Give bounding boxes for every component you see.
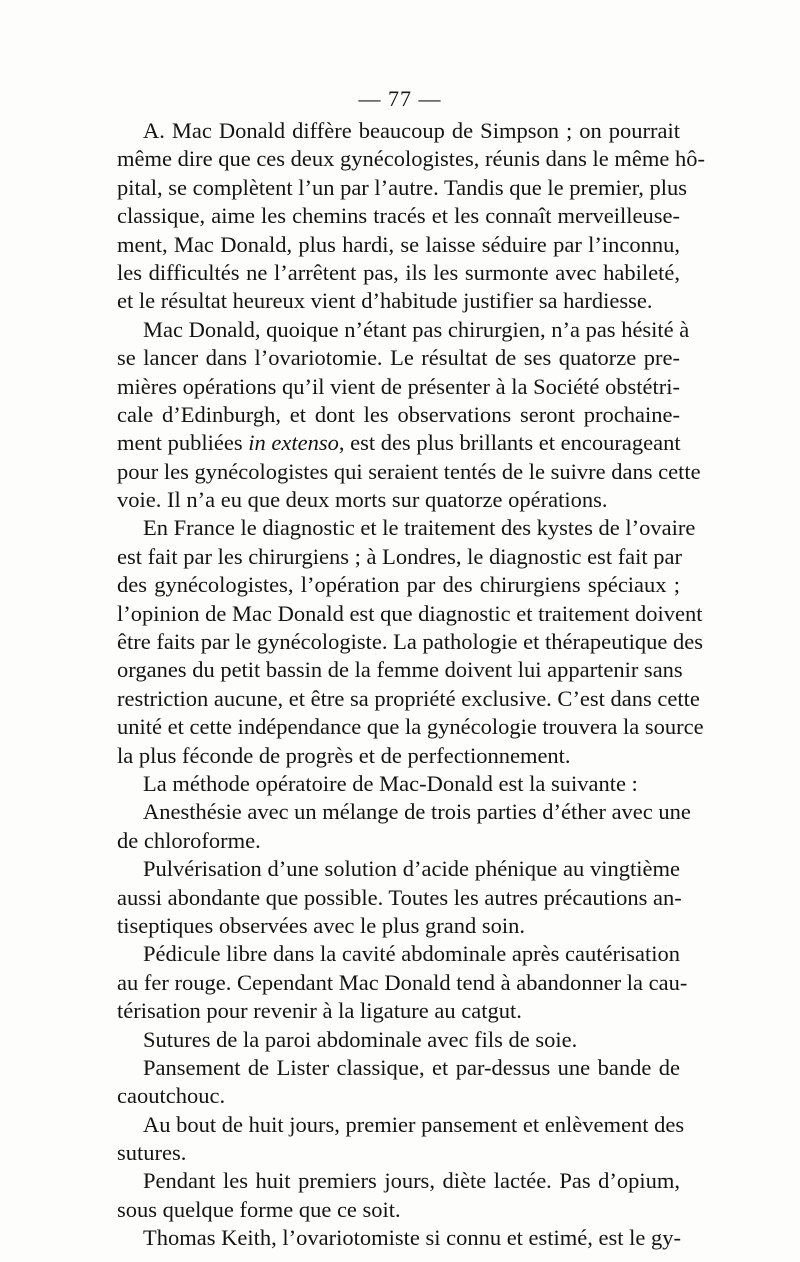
text-line — [117, 742, 680, 770]
text-line — [117, 1139, 680, 1167]
text-line — [117, 543, 683, 571]
text-line-content: est fait par les chirurgiens ; à Londres, le diagnostic est fait par — [117, 543, 683, 569]
text-line — [117, 1026, 680, 1054]
text-line-content: même dire que ces deux gynécologistes, réunis dans le même hô- — [117, 146, 705, 172]
text-line-content: pital, se complètent l’un par l’autre. Tandis que le premier, plus — [117, 174, 688, 200]
text-line — [117, 429, 680, 457]
text-line-content: Pansement de Lister classique, et par-dessus une bande de — [143, 1054, 680, 1080]
text-line — [117, 373, 680, 401]
text-line — [117, 458, 701, 486]
text-line-content: Au bout de huit jours, premier pansement et enlèvement des — [143, 1111, 685, 1137]
text-line-content: et le résultat heureux vient d’habitude justifier sa hardiesse. — [117, 288, 653, 314]
text-line — [117, 202, 680, 230]
text-line — [117, 798, 691, 826]
text-line — [117, 287, 680, 315]
text-line-content: l’opinion de Mac Donald est que diagnostic et traitement doivent — [117, 600, 703, 626]
text-line-content: Mac Donald, quoique n’étant pas chirurgien, n’a pas hésité à — [143, 316, 690, 342]
text-line-content: cale d’Edinburgh, et dont les observations seront prochaine- — [117, 401, 680, 427]
text-line-content: Sutures de la paroi abdominale avec fils de soie. — [143, 1026, 578, 1052]
text-line — [117, 940, 680, 968]
text-line-content: Thomas Keith, l’ovariotomiste si connu et estimé, est le gy- — [143, 1225, 682, 1251]
text-line — [117, 770, 680, 798]
text-line — [117, 231, 680, 259]
text-line-content: Anesthésie avec un mélange de trois parties d’éther avec une — [143, 799, 691, 825]
text-line-content: sous quelque forme que ce soit. — [117, 1196, 401, 1222]
text-line-content: voie. Il n’a eu que deux morts sur quatorze opérations. — [117, 487, 608, 513]
text-line-content: Pendant les huit premiers jours, diète lactée. Pas d’opium, — [143, 1168, 680, 1194]
text-line — [117, 997, 680, 1025]
text-line — [117, 1167, 680, 1195]
text-line-content: être faits par le gynécologiste. La pathologie et thérapeutique des — [117, 629, 704, 655]
text-line — [117, 1054, 680, 1082]
text-line — [117, 571, 680, 599]
text-line-content: la plus féconde de progrès et de perfectionnement. — [117, 742, 571, 768]
text-line — [117, 1082, 680, 1110]
text-line — [117, 656, 683, 684]
text-line-content: pour les gynécologistes qui seraient tentés de le suivre dans cette — [117, 458, 701, 484]
text-line-content: caoutchouc. — [117, 1083, 226, 1109]
text-line-content: A. Mac Donald diffère beaucoup de Simpson ; on pourrait — [143, 118, 680, 143]
page-number: — 77 — — [358, 86, 442, 111]
text-line — [117, 827, 680, 855]
text-line — [117, 713, 704, 741]
text-line — [117, 117, 680, 145]
text-line-content: ment, Mac Donald, plus hardi, se laisse séduire par l’inconnu, — [117, 231, 680, 257]
text-line — [117, 1111, 685, 1139]
text-line — [117, 486, 680, 514]
text-line — [117, 685, 700, 713]
text-line-content: Pédicule libre dans la cavité abdominale après cautérisation — [143, 941, 680, 967]
text-line — [117, 855, 680, 883]
text-line-content: unité et cette indépendance que la gynécologie trouvera la source — [117, 714, 704, 740]
text-line-content: ment publiées — [117, 430, 249, 456]
text-line-content: La méthode opératoire de Mac-Donald est la suivante : — [143, 770, 638, 796]
text-line — [117, 145, 705, 173]
text-line — [117, 628, 704, 656]
text-line — [117, 969, 688, 997]
text-line — [117, 912, 680, 940]
text-line — [117, 259, 680, 287]
text-line-content: se lancer dans l’ovariotomie. Le résultat de ses quatorze pre- — [117, 345, 680, 371]
text-line-content: tiseptiques observées avec le plus grand soin. — [117, 912, 526, 938]
text-line-content: Pulvérisation d’une solution d’acide phénique au vingtième — [143, 856, 680, 882]
text-line — [117, 316, 690, 344]
text-line-content: organes du petit bassin de la femme doivent lui appartenir sans — [117, 657, 683, 683]
text-line-content: En France le diagnostic et le traitement des kystes de l’ovaire — [143, 515, 696, 541]
text-line-content: les difficultés ne l’arrêtent pas, ils les surmonte avec habileté, — [117, 259, 680, 285]
body-text — [117, 117, 705, 1253]
text-line — [117, 1224, 680, 1252]
text-line-continuation: , est des plus brillants et encourageant — [338, 430, 681, 456]
text-line-content: au fer rouge. Cependant Mac Donald tend à abandonner la cau- — [117, 969, 688, 995]
text-line — [117, 401, 680, 429]
text-line-content: de chloroforme. — [117, 827, 261, 853]
text-line-content: classique, aime les chemins tracés et les connaît merveilleuse- — [117, 203, 680, 229]
text-line — [117, 884, 680, 912]
text-line-content: mières opérations qu’il vient de présenter à la Société obstétri- — [117, 373, 680, 399]
text-line — [117, 344, 680, 372]
text-line — [117, 514, 696, 542]
italic-phrase: in extenso — [248, 430, 339, 456]
text-line — [117, 1196, 680, 1224]
text-line — [117, 174, 688, 202]
text-line-content: aussi abondante que possible. Toutes les autres précautions an- — [117, 884, 682, 910]
text-line-content: sutures. — [117, 1140, 187, 1166]
text-line — [117, 600, 703, 628]
text-line-content: térisation pour revenir à la ligature au catgut. — [117, 998, 522, 1024]
text-line-content: restriction aucune, et être sa propriété exclusive. C’est dans cette — [117, 685, 700, 711]
text-line-content: des gynécologistes, l’opération par des chirurgiens spéciaux ; — [117, 572, 680, 598]
